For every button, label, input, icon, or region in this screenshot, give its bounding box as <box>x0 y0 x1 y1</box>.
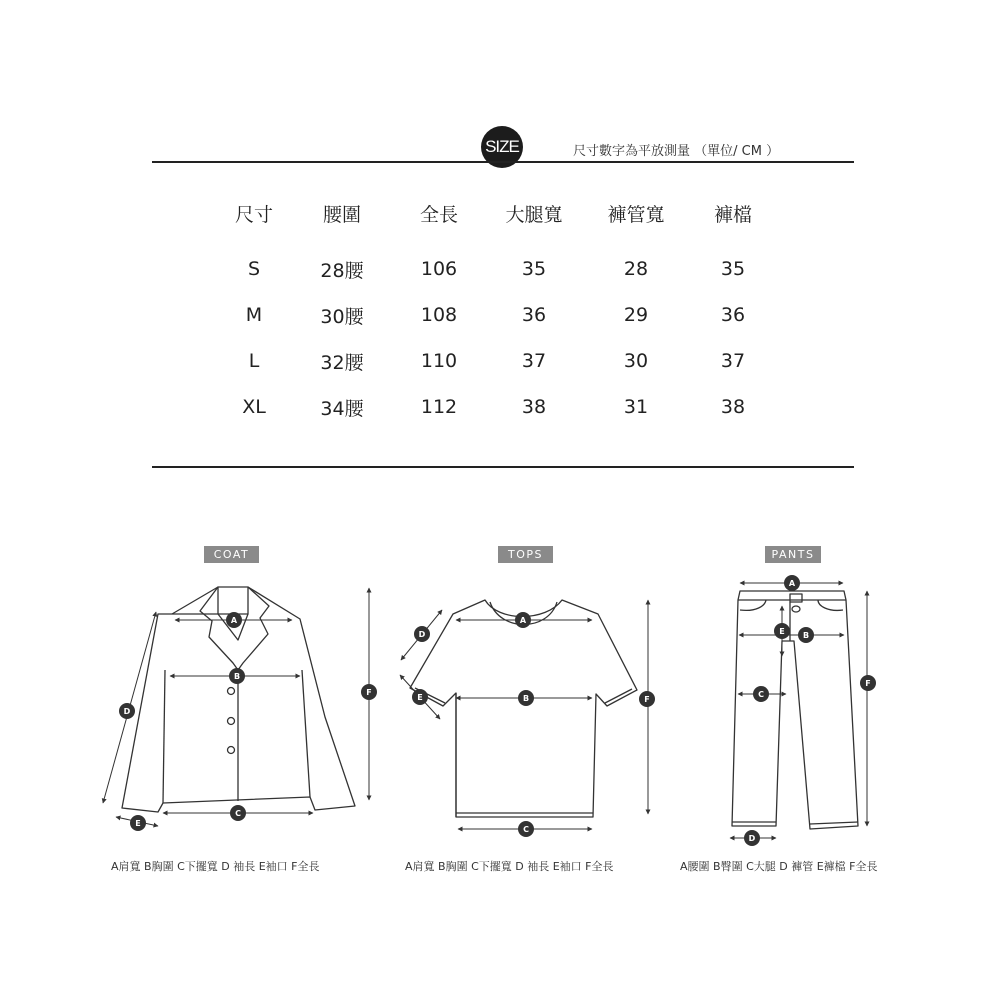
table-cell: S <box>247 258 261 280</box>
marker-a <box>226 612 242 628</box>
marker-d <box>744 830 760 846</box>
svg-text:F: F <box>366 688 372 697</box>
svg-text:C: C <box>758 690 764 699</box>
table-cell: 31 <box>623 396 649 418</box>
svg-text:C: C <box>523 825 529 834</box>
table-cell: 30 <box>623 350 649 372</box>
svg-text:A: A <box>788 579 796 588</box>
table-cell: XL <box>242 396 266 418</box>
table-cell: 37 <box>521 350 547 372</box>
marker-e <box>774 623 790 639</box>
tops-caption: A肩寬 B胸圍 C下擺寬 D 袖長 E袖口 F全長 <box>405 860 614 873</box>
svg-text:B: B <box>233 672 241 681</box>
table-header: 腰圍 <box>322 204 361 226</box>
pants-diagram <box>732 591 858 829</box>
svg-text:B: B <box>522 694 530 703</box>
table-cell: L <box>248 350 260 372</box>
table-header: 褲檔 <box>713 204 752 226</box>
table-header: 尺寸 <box>234 204 273 226</box>
svg-text:E: E <box>417 693 423 702</box>
svg-text:D: D <box>748 834 756 843</box>
size-badge: SIZE <box>481 126 523 168</box>
marker-c <box>518 821 534 837</box>
table-cell: 108 <box>420 304 458 326</box>
svg-text:E: E <box>135 819 141 828</box>
table-cell: 30腰 <box>320 305 364 328</box>
marker-a <box>784 575 800 591</box>
table-header: 全長 <box>419 204 458 226</box>
marker-f <box>860 675 876 691</box>
marker-a <box>515 612 531 628</box>
marker-c <box>230 805 246 821</box>
svg-text:F: F <box>865 679 871 688</box>
marker-f <box>639 691 655 707</box>
marker-e <box>130 815 146 831</box>
marker-b <box>798 627 814 643</box>
table-header: 褲管寬 <box>607 204 665 226</box>
table-cell: 37 <box>720 350 746 372</box>
svg-text:F: F <box>644 695 650 704</box>
table-cell: 35 <box>521 258 547 280</box>
tops-label: TOPS <box>498 546 553 563</box>
table-cell: 32腰 <box>320 351 364 374</box>
svg-text:E: E <box>779 627 785 636</box>
pants-caption: A腰圍 B臀圍 C大腿 D 褲管 E褲檔 F全長 <box>680 860 878 873</box>
table-cell: 29 <box>623 304 649 326</box>
measurement-note: 尺寸數字為平放測量 （單位/ CM ） <box>573 144 780 159</box>
table-cell: 38 <box>720 396 746 418</box>
marker-e <box>412 689 428 705</box>
table-cell: 36 <box>521 304 547 326</box>
table-cell: 106 <box>420 258 458 280</box>
pants-label: PANTS <box>765 546 821 563</box>
table-cell: 28腰 <box>320 259 364 282</box>
svg-text:C: C <box>235 809 241 818</box>
table-cell: 36 <box>720 304 746 326</box>
table-header: 大腿寬 <box>505 204 563 226</box>
svg-text:A: A <box>230 616 238 625</box>
svg-text:D: D <box>418 630 426 639</box>
svg-text:D: D <box>123 707 131 716</box>
table-cell: 35 <box>720 258 746 280</box>
coat-label: COAT <box>204 546 259 563</box>
marker-c <box>753 686 769 702</box>
svg-text:A: A <box>519 616 527 625</box>
table-cell: 28 <box>623 258 649 280</box>
table-cell: 38 <box>521 396 547 418</box>
marker-d <box>414 626 430 642</box>
table-cell: M <box>245 304 263 326</box>
marker-b <box>229 668 245 684</box>
table-cell: 110 <box>420 350 458 372</box>
marker-d <box>119 703 135 719</box>
coat-caption: A肩寬 B胸圍 C下擺寬 D 袖長 E袖口 F全長 <box>111 860 320 873</box>
marker-f <box>361 684 377 700</box>
table-cell: 112 <box>420 396 458 418</box>
svg-text:B: B <box>802 631 810 640</box>
marker-b <box>518 690 534 706</box>
table-cell: 34腰 <box>320 397 364 420</box>
tops-diagram <box>410 600 637 817</box>
